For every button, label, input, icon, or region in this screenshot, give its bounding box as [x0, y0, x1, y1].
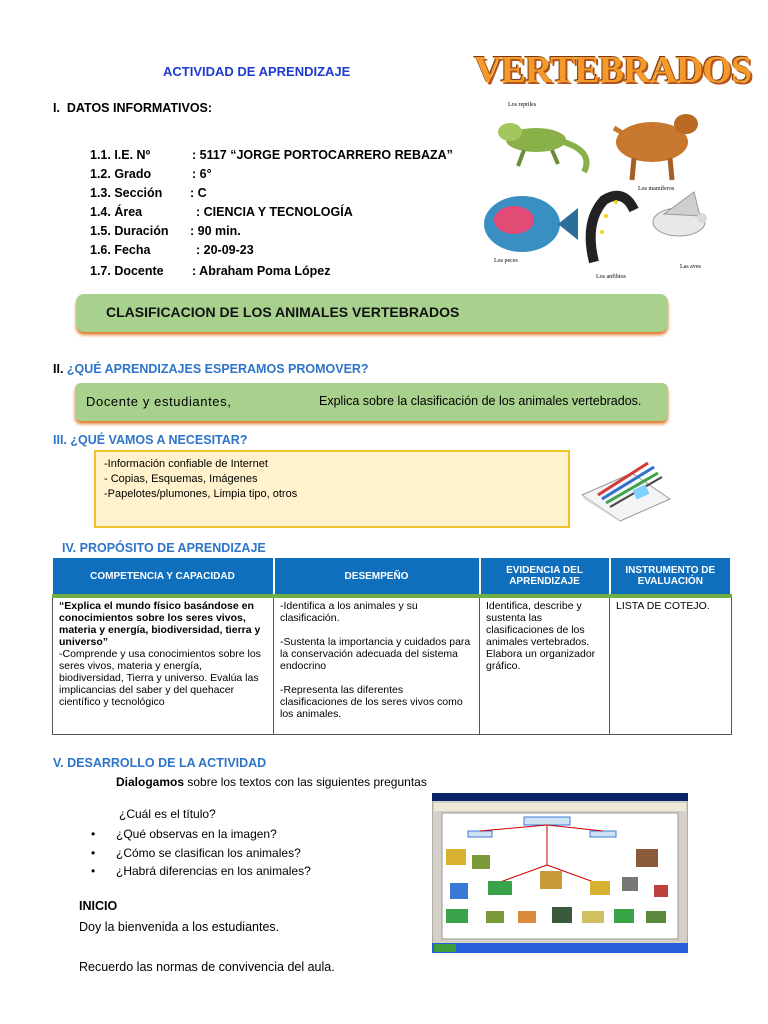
materials-item: -Información confiable de Internet — [104, 458, 268, 470]
dialog-bold: Dialogamos — [116, 775, 185, 789]
topic-banner — [76, 294, 668, 332]
dialog-intro — [116, 775, 427, 789]
bird-label: Las aves — [680, 264, 701, 270]
question-item: ¿Qué observas en la imagen? — [116, 827, 277, 841]
fish-label: Los peces — [494, 258, 518, 264]
section-4-heading: IV. PROPÓSITO DE APRENDIZAJE — [62, 541, 266, 555]
table-row — [53, 596, 732, 735]
bullet-icon: • — [91, 827, 96, 841]
col-header: INSTRUMENTO DE EVALUACIÓN — [610, 558, 732, 596]
col-header: EVIDENCIA DEL APRENDIZAJE — [480, 558, 610, 596]
dialog-text: sobre los textos con las siguientes preguntas — [184, 775, 427, 789]
materials-box — [94, 450, 570, 528]
evidencia-cell: Identifica, describe y sustenta las clasificaciones de los animales vertebrados. Elabora un organizador gráfico. — [480, 596, 610, 735]
amphibian-image — [591, 196, 634, 262]
section-1-number: I. — [53, 101, 60, 115]
learning-goal-box — [75, 383, 668, 421]
question-item: ¿Cómo se clasifican los animales? — [116, 846, 301, 860]
inicio-text-1: Doy la bienvenida a los estudiantes. — [79, 920, 280, 934]
desempeno-item: -Identifica a los animales y su clasificación. — [280, 600, 418, 624]
section-3-heading: III. ¿QUÉ VAMOS A NECESITAR? — [53, 433, 248, 447]
inicio-heading: INICIO — [79, 899, 118, 913]
desempeno-cell — [274, 596, 480, 735]
topic-banner-text: CLASIFICACION DE LOS ANIMALES VERTEBRADOS — [106, 304, 460, 320]
vertebrados-logo: VERTEBRADOS — [474, 49, 751, 91]
section-1-label: DATOS INFORMATIVOS: — [66, 101, 213, 115]
competencia-detail: -Comprende y usa conocimientos sobre los seres vivos, materia y energía, biodiversidad, Tierra y universo. Evalúa las implicancias del saber y del quehacer científico y tecnológico — [59, 648, 261, 708]
bullet-icon: • — [91, 864, 96, 878]
section-2-number: II. — [53, 362, 64, 376]
competencia-cell — [53, 596, 274, 735]
desempeno-item: -Representa las diferentes clasificaciones de los seres vivos como los animales. — [280, 684, 463, 720]
activity-title: ACTIVIDAD DE APRENDIZAJE — [163, 64, 351, 79]
vertebrates-illustration — [474, 92, 714, 282]
bullet-icon: • — [91, 846, 96, 860]
col-header: DESEMPEÑO — [274, 558, 480, 596]
mammal-image — [614, 114, 698, 180]
mammal-label: Los mamíferos — [638, 186, 675, 192]
learning-goal-text: Explica sobre la clasificación de los animales vertebrados. — [319, 394, 642, 408]
competencia-title: “Explica el mundo físico basándose en conocimientos sobre los seres vivos, materia y energía, biodiversidad, tierra y universo” — [59, 600, 261, 648]
fish-image — [484, 196, 578, 252]
reptile-image — [498, 123, 587, 172]
section-2-heading — [53, 362, 369, 376]
materials-item: - Copias, Esquemas, Imágenes — [104, 473, 258, 485]
section-5-heading: V. DESARROLLO DE LA ACTIVIDAD — [53, 756, 267, 770]
section-2-label: ¿QUÉ APRENDIZAJES ESPERAMOS PROMOVER? — [66, 362, 369, 376]
table-header-row — [53, 558, 732, 596]
concept-map-screenshot — [432, 793, 688, 953]
stationery-icon — [578, 455, 674, 525]
section-1-heading — [53, 101, 212, 115]
amphibian-label: Los anfibios — [596, 274, 626, 280]
question-item: ¿Habrá diferencias en los animales? — [116, 864, 311, 878]
desempeno-item: -Sustenta la importancia y cuidados para la conservación adecuada del sistema endocrino — [280, 636, 471, 672]
instrumento-cell: LISTA DE COTEJO. — [610, 596, 732, 735]
question-item: ¿Cuál es el título? — [119, 807, 216, 821]
col-header: COMPETENCIA Y CAPACIDAD — [53, 558, 274, 596]
inicio-text-2: Recuerdo las normas de convivencia del aula. — [79, 960, 335, 974]
learning-goal-subject: Docente y estudiantes, — [86, 394, 232, 409]
materials-item: -Papelotes/plumones, Limpia tipo, otros — [104, 488, 298, 500]
reptile-label: Los reptiles — [508, 102, 537, 108]
bird-image — [653, 192, 707, 236]
purpose-table — [52, 558, 732, 735]
